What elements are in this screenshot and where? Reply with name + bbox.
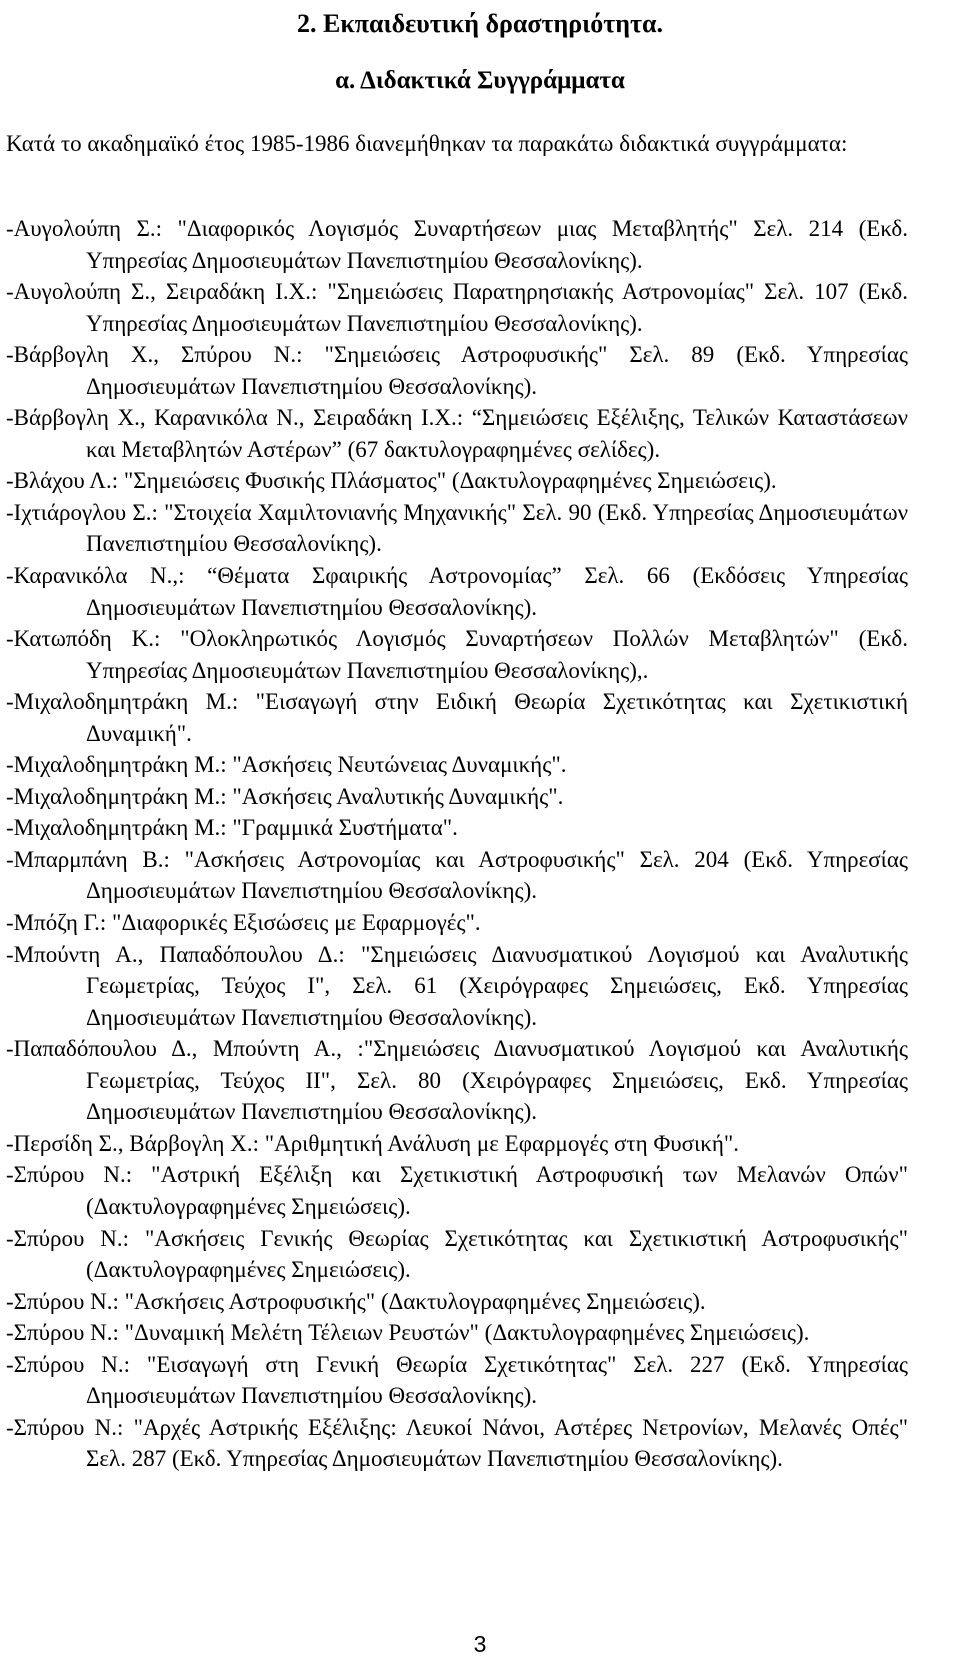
list-item: -Αυγολούπη Σ., Σειραδάκη Ι.Χ.: "Σημειώσεις Παρατηρησιακής Αστρονομίας" Σελ. 107 (Εκδ. Υπηρεσίας Δημοσιευμάτων Πανεπιστημίου Θεσσαλονίκης). <box>6 279 908 336</box>
list-item: -Ιχτιάρογλου Σ.: "Στοιχεία Χαμιλτονιανής Μηχανικής" Σελ. 90 (Εκδ. Υπηρεσίας Δημοσιευμάτων Πανεπιστημίου Θεσσαλονίκης). <box>6 499 908 557</box>
list-item: -Μπόζη Γ.: "Διαφορικές Εξισώσεις με Εφαρμογές". <box>6 910 481 936</box>
list-item: -Μιχαλοδημητράκη Μ.: "Ασκήσεις Νευτώνειας Δυναμικής". <box>6 752 567 778</box>
section-title: 2. Εκπαιδευτική δραστηριότητα. <box>297 9 663 38</box>
list-item: -Σπύρου Ν.: "Αστρική Εξέλιξη και Σχετικιστική Αστροφυσική των Μελανών Οπών" (Δακτυλογραφημένες Σημειώσεις). <box>6 1162 908 1219</box>
intro-paragraph: Κατά το ακαδημαϊκό έτος 1985-1986 διανεμήθηκαν τα παρακάτω διδακτικά συγγράμματα: <box>6 131 848 156</box>
list-item: -Σπύρου Ν.: "Εισαγωγή στη Γενική Θεωρία Σχετικότητας" Σελ. 227 (Εκδ. Υπηρεσίας Δημοσιευμάτων Πανεπιστημίου Θεσσαλονίκης). <box>6 1351 908 1409</box>
list-item: -Σπύρου Ν.: "Δυναμική Μελέτη Τέλειων Ρευστών" (Δακτυλογραφημένες Σημειώσεις). <box>6 1320 810 1346</box>
list-item: -Μπούντη Α., Παπαδόπουλου Δ.: "Σημειώσεις Διανυσματικού Λογισμού και Αναλυτικής Γεωμετρίας, Τεύχος Ι", Σελ. 61 (Χειρόγραφες Σημειώσεις, Εκδ. Υπηρεσίας Δημοσιευμάτων Πανεπιστημίου Θεσσαλονίκης). <box>6 941 908 1030</box>
list-item: -Σπύρου Ν.: "Ασκήσεις Αστροφυσικής" (Δακτυλογραφημένες Σημειώσεις). <box>6 1288 706 1314</box>
list-item: -Σπύρου Ν.: "Αρχές Αστρικής Εξέλιξης: Λευκοί Νάνοι, Αστέρες Νετρονίων, Μελανές Οπές" Σελ. 287 (Εκδ. Υπηρεσίας Δημοσιευμάτων Πανεπιστημίου Θεσσαλονίκης). <box>6 1414 908 1472</box>
list-item: -Μιχαλοδημητράκη Μ.: "Γραμμικά Συστήματα". <box>6 815 458 841</box>
list-item: -Παπαδόπουλου Δ., Μπούντη Α., :"Σημειώσεις Διανυσματικού Λογισμού και Αναλυτικής Γεωμετρίας, Τεύχος ΙΙ", Σελ. 80 (Χειρόγραφες Σημειώσεις, Εκδ. Υπηρεσίας Δημοσιευμάτων Πανεπιστημίου Θεσσαλονίκης). <box>6 1036 908 1125</box>
subsection-title: α. Διδακτικά Συγγράμματα <box>335 67 625 94</box>
list-item: -Κατωπόδη Κ.: "Ολοκληρωτικός Λογισμός Συναρτήσεων Πολλών Μεταβλητών" (Εκδ. Υπηρεσίας Δημοσιευμάτων Πανεπιστημίου Θεσσαλονίκης),. <box>6 626 908 683</box>
list-item: -Βάρβογλη Χ., Σπύρου Ν.: "Σημειώσεις Αστροφυσικής" Σελ. 89 (Εκδ. Υπηρεσίας Δημοσιευμάτων Πανεπιστημίου Θεσσαλονίκης). <box>6 342 908 399</box>
list-item: -Αυγολούπη Σ.: "Διαφορικός Λογισμός Συναρτήσεων μιας Μεταβλητής" Σελ. 214 (Εκδ. Υπηρεσίας Δημοσιευμάτων Πανεπιστημίου Θεσσαλονίκης). <box>6 216 908 273</box>
list-item: -Μιχαλοδημητράκη Μ.: "Ασκήσεις Αναλυτικής Δυναμικής". <box>6 783 564 809</box>
list-item: -Βάρβογλη Χ., Καρανικόλα Ν., Σειραδάκη Ι.Χ.: “Σημειώσεις Εξέλιξης, Τελικών Καταστάσεων και Μεταβλητών Αστέρων” (67 δακτυλογραφημένες σελίδες). <box>6 405 908 462</box>
list-item: -Περσίδη Σ., Βάρβογλη Χ.: "Αριθμητική Ανάλυση με Εφαρμογές στη Φυσική". <box>6 1130 739 1156</box>
textbook-list <box>6 213 908 1475</box>
list-item: -Μπαρμπάνη Β.: "Ασκήσεις Αστρονομίας και Αστροφυσικής" Σελ. 204 (Εκδ. Υπηρεσίας Δημοσιευμάτων Πανεπιστημίου Θεσσαλονίκης). <box>6 846 908 904</box>
list-item: -Σπύρου Ν.: "Ασκήσεις Γενικής Θεωρίας Σχετικότητας και Σχετικιστική Αστροφυσικής" (Δακτυλογραφημένες Σημειώσεις). <box>6 1225 908 1283</box>
list-item: -Καρανικόλα Ν.,: “Θέματα Σφαιρικής Αστρονομίας” Σελ. 66 (Εκδόσεις Υπηρεσίας Δημοσιευμάτων Πανεπιστημίου Θεσσαλονίκης). <box>6 563 908 620</box>
page-number: 3 <box>473 1631 487 1657</box>
list-item: -Βλάχου Λ.: "Σημειώσεις Φυσικής Πλάσματος" (Δακτυλογραφημένες Σημειώσεις). <box>6 468 777 494</box>
list-item: -Μιχαλοδημητράκη Μ.: "Εισαγωγή στην Ειδική Θεωρία Σχετικότητας και Σχετικιστική Δυναμική". <box>6 689 908 746</box>
